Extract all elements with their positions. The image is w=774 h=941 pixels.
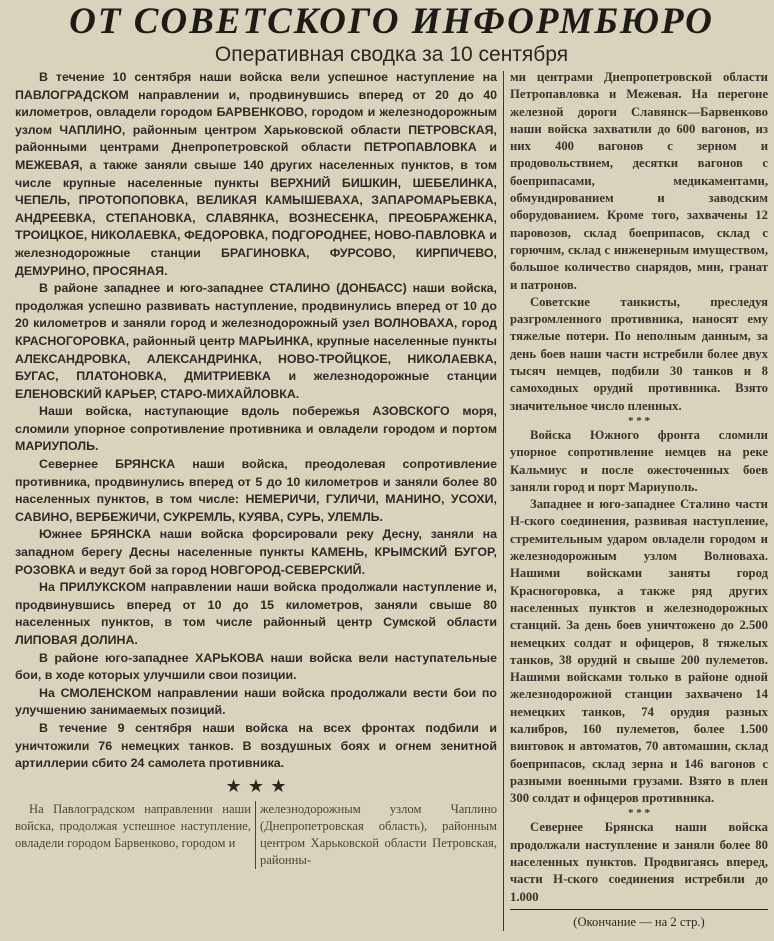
dot-separator: * * * (628, 807, 650, 820)
column-rule (503, 71, 504, 931)
side-paragraph: Западнее и юго-западнее Сталино части Н-ского соединения, развивая наступление, стремительным ударом овладели городом и железнодорожным узлом Волноваха. Нашими войсками заняты город Красногоровка, а также ряд других населенных пунктов и железнодорожных станций. За день боев уничтожено до 2.500 немецких солдат и офицеров, 8 тяжелых танков, 38 орудий и свыше 200 пулеметов. Нашими войсками только в районе одной железнодорожной станции захвачено 14 немецких танков, 74 орудия разных калибров, 160 пулеметов, более 1.500 винтовок и автоматов, 70 автомашин, склад боеприпасов, склад зерна и 146 вагонов с разными военными грузами. Взято в плен 300 солдат и офицеров противника. (510, 497, 768, 806)
report-paragraph: На ПРИЛУКСКОМ направлении наши войска продолжали наступление и, продвинувшись вперед от 10 до 15 километров, заняли свыше 80 населенных пунктов, в том числе районный центр Сумской области ЛИПОВАЯ ДОЛИНА. (15, 580, 497, 647)
report-paragraph: На СМОЛЕНСКОМ направлении наши войска продолжали вести бои по улучшению занимаемых позиций. (15, 685, 497, 718)
newspaper-headline: ОТ СОВЕТСКОГО ИНФОРМБЮРО (69, 1, 714, 42)
continued-note: (Окончание — на 2 стр.) (573, 914, 705, 929)
continuation-block (15, 801, 497, 869)
report-paragraph: Севернее БРЯНСКА наши войска, преодолевая сопротивление противника, продвинулись вперед от 5 до 10 километров и заняли более 80 населенных пунктов, в том числе: НЕМЕРИЧИ, ГУЛИЧИ, МАНИНО, УСОХИ, САВИНО, ВЕРБЕЖИЧИ, СУКРЕМЛЬ, КУЯВА, СУРЬ, УЛЕМЛЬ. (15, 457, 497, 524)
star-separator: ★ ★ ★ (225, 775, 287, 797)
side-paragraph: ми центрами Днепропетровской области Петропавловка и Межевая. На перегоне железной дороги Славянск—Барвенково наши войска захватили до 600 вагонов, из них 400 вагонов с зерном и продовольствием, десятки вагонов с боеприпасами, медикаментами, обмундированием и заводским оборудованием. Кроме того, захвачены 12 паровозов, склад боеприпасов, склад с горючим, склад с инженерным имуществом, большое количество снарядов, мин, гранат и патронов. (510, 70, 768, 292)
report-paragraph: Южнее БРЯНСКА наши войска форсировали реку Десну, заняли на западном берегу Десны населенные пункты КАМЕНЬ, КРЫМСКИЙ БУГОР, РОЗОВКА и ведут бой за город НОВГОРОД-СЕВЕРСКИЙ. (15, 527, 497, 577)
report-paragraph: В течение 10 сентября наши войска вели успешное наступление на ПАВЛОГРАДСКОМ направлении и, продвинувшись вперед от 20 до 40 километров, овладели городом БАРВЕНКОВО, городом и железнодорожным узлом ЧАПЛИНО, районным центром Харьковской области ПЕТРОВСКАЯ, районными центрами Днепропетровской области ПЕТРОПАВЛОВКА и МЕЖЕВАЯ, а также заняли свыше 140 других населенных пунктов, в том числе крупные населенные пункты ВЕРХНИЙ БИШКИН, ШЕБЕЛИНКА, ЧЕПЕЛЬ, ПРОТОПОПОВКА, ВЕЛИКАЯ КАМЫШЕВАХА, ЗАПАРОМАРЬЕВКА, АНДРЕЕВКА, СТЕПАНОВКА, СЛАВЯНКА, ВОЗНЕСЕНКА, ПРЕОБРАЖЕНКА, ТРОИЦКОЕ, НИКОЛАЕВКА, ФЕДОРОВКА, ПОДГОРОДНЕЕ, НОВО-ПАВЛОВКА и железнодорожные станции БРАГИНОВКА, ФУРСОВО, КИРПИЧЕВО, ДЕМУРИНО, ПРОСЯНАЯ. (15, 70, 497, 278)
dot-separator: * * * (628, 414, 650, 427)
continuation-text-left: На Павлоградском направлении наши войска, продолжая успешное наступление, овладели городом Барвенково, городом и (15, 801, 251, 850)
report-subtitle: Оперативная сводка за 10 сентября (214, 43, 569, 66)
side-paragraph: Войска Южного фронта сломили упорное сопротивление немцев на реке Кальмиус и после ожесточенных боев заняли город и порт Мариуполь. (510, 427, 768, 494)
columns (15, 69, 768, 931)
report-paragraph: Наши войска, наступающие вдоль побережья АЗОВСКОГО моря, сломили упорное сопротивление противника и овладели городом и портом МАРИУПОЛЬ. (15, 404, 497, 454)
side-paragraph: Севернее Брянска наши войска продолжали наступление и заняли более 80 населенных пунктов. Продвигаясь вперед, части Н-ского соединения истребили до 1.000 (510, 820, 768, 904)
side-paragraph: Советские танкисты, преследуя разгромленного противника, наносят ему тяжелые потери. По неполным данным, за день боев наши части истребили более двух тысяч немцев, подбили 30 танков и 8 самоходных орудий противника. Взято значительное число пленных. (510, 294, 768, 413)
side-column (510, 69, 768, 931)
main-report-column (15, 69, 497, 931)
horizontal-rule (510, 909, 768, 910)
report-paragraph: В районе западнее и юго-западнее СТАЛИНО (ДОНБАСС) наши войска, продолжая успешно развивать наступление, продвинулись вперед от 10 до 20 километров и заняли город и железнодорожный узел ВОЛНОВАХА, город КРАСНОГОРОВКА, районный центр МАРЬИНКА, крупные населенные пункты АЛЕКСАНДРОВКА, АЛЕКСАНДРИНКА, НОВО-ТРОЙЦКОЕ, НИКОЛАЕВКА, БУГАС, ПЛАТОНОВКА, ДМИТРИЕВКА и железнодорожные станции ЕЛЕНОВСКИЙ КАРЬЕР, СТАРО-МИХАЙЛОВКА. (15, 281, 497, 401)
column-divider (255, 801, 256, 869)
continuation-text-right: железнодорожным узлом Чаплино (Днепропетровская область), районным центром Харьковской области Петровская, районны- (260, 801, 497, 867)
report-paragraph: В течение 9 сентября наши войска на всех фронтах подбили и уничтожили 76 немецких танков. В воздушных боях и огнем зенитной артиллерии сбито 24 самолета противника. (15, 720, 497, 771)
report-paragraph: В районе юго-западнее ХАРЬКОВА наши войска вели наступательные бои, в ходе которых улучшили свои позиции. (15, 650, 497, 683)
